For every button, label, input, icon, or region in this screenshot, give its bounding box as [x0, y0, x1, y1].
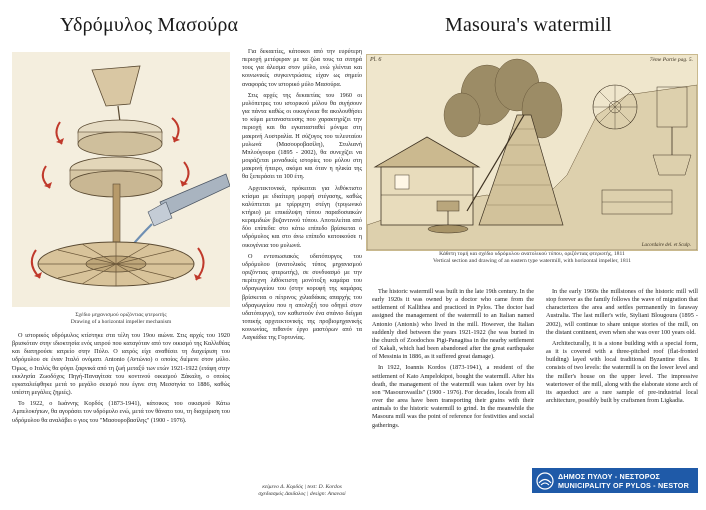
- municipality-name: [558, 472, 689, 490]
- title-english: Masoura's watermill: [445, 14, 612, 36]
- greek-text-column-2: [242, 48, 362, 345]
- english-text-column-2: [546, 288, 698, 408]
- paragraph: Architecturally, it is a stone building with a special form, as it is covered with a three-pitched roof (flat-fronted building) layed with local traditional Byzantine tiles. It consists of two levels: the watermill is on the lower level and the miller's house on the upper level. The impressive watertower of the mill, along with the elaborate stone arch of its aqueduct are a rare sample of pre-industrial local architecture, possibly built by craftsmen from Ligkadia.: [546, 339, 698, 405]
- municipality-emblem-icon: [532, 468, 558, 493]
- right-caption-english: Vertical section and drawing of an eastern type watermill, with horizontal impeller, 1811: [432, 258, 632, 264]
- left-figure-caption: [12, 312, 230, 326]
- left-caption-english: Drawing of a horizontal impeller mechanism: [70, 319, 172, 325]
- municipality-logo: [532, 468, 698, 493]
- watermill-section-engraving: [366, 54, 698, 251]
- impeller-mechanism-drawing: [12, 52, 230, 307]
- right-caption-greek: Κάθετη τομή και σχέδιο υδρόμυλου ανατολικού τύπου, οριζόντιας φτερωτής, 1811: [439, 251, 625, 257]
- engraving-svg: [367, 55, 697, 250]
- left-caption-greek: Σχέδιο μηχανισμού οριζόντιας φτερωτής: [75, 312, 167, 318]
- paragraph: In the early 1960s the millstones of the historic mill will stop forever as the family follows the wave of migration that characterizes the area and settles permanently in faraway Australia. The last miller's wife, Styliani Blougoura (1895 - 2002), will continue to share unique stories of the mill, on the distant continent, even when she was over 100 years old.: [546, 288, 698, 336]
- credit-text: κείμενο Δ. Κορδός | text: D. Kordos: [262, 484, 342, 490]
- municipality-name-greek: ΔΗΜΟΣ ΠΥΛΟΥ - ΝΕΣΤΟΡΟΣ: [558, 471, 660, 481]
- plate-corner-note: 7ème Partie pag. 5.: [649, 57, 693, 63]
- paragraph: Ο εντυπωσιακός υδατόπυργος του υδρόμυλου (ανατολικός τύπος μηχανισμού οριζόντιας φτερωτής), σε συνδυασμό με την περίτεχνη λιθόκτιστη μονότοξη καμάρα του υδραγωγείου του (στην κορυφή της καμάρας βρίσκεται ο πέτρινος χιλιαδάκας απαρχής του υδραγωγείου που η αποληξή του οδηγεί στον υδατόπυργο), τον καθιστούν ένα σπάνιο δείγμα τοπικής αρχιτεκτονικής της προβιομηχανικής κοινωνίας, πιθανόν έργο μαστόρων από τα Λαγκάδια της Γορτυνίας.: [242, 252, 362, 342]
- paragraph: Αρχιτεκτονικά, πρόκειται για λιθόκτιστο κτίσμα με ιδιαίτερη μορφή στέγασης, καθώς καλύπτεται με τρίρριχτη στέγη (τριγωνικό κτήριο) με επικάλυψη τύπου παραδοσιακών κεραμιδιών βυζαντινού τύπου. Αποτελείται από δύο επίπεδα: στο κάτω επίπεδο βρίσκεται ο υδρόμυλος και στο άνω επίπεδο κατοικούσε η οικογένεια του μυλωνά.: [242, 184, 362, 249]
- paragraph: The historic watermill was built in the late 19th century. In the early 1920s it was owned by a doctor who came from the settlement of Kallithea and practiced in Pylos. The doctor had assigned the management of the watermill to an Italian named Antonio (Antonis) who lived in the mill. However, the Italian suddenly died between the years 1921-1922 (he was buried in the church of Zoodochos Pigi-Panagitsa in the nearby settlement of Xakali, which had been abandoned after the great earthquake of Messinia in 1886, as it suffered great damage).: [372, 288, 534, 361]
- municipality-name-english: MUNICIPALITY OF PYLOS - NESTOR: [558, 480, 689, 490]
- engraver-signature: Lacordaire del. et Sculp.: [641, 243, 691, 248]
- paragraph: Για δεκαετίες, κάτοικοι από την ευρύτερη περιοχή μετέφεραν με τα ζώα τους τα σιτηρά τους για άλεσμα στον μύλο, ενώ γλέντια και κοινωνικές συγκεντρώσεις είχαν ως σημείο αναφοράς τον ιστορικό μύλο Μασούρα.: [242, 48, 362, 88]
- english-text-column-1: [372, 288, 534, 433]
- impeller-drawing-svg: [12, 52, 230, 307]
- plate-label: Pl. 6: [370, 57, 382, 63]
- paragraph: Το 1922, ο Ιωάννης Κορδός (1873-1941), κάτοικος του οικισμού Κάτω Αμπελοκήπων, θα αγοράσει τον υδρόμυλο ενώ, μετά τον θάνατο του, τη διαχείριση του υδρόμυλου θα αναλάβει ο γιος του "Μασουροβασίλης" (1900 - 1976).: [12, 400, 230, 424]
- credits: [242, 484, 362, 498]
- greek-text-column-1: [12, 332, 230, 428]
- paragraph: Στις αρχές της δεκαετίας του 1960 οι μυλόπετρες του ιστορικού μύλου θα σιγήσουν για πάντα καθώς οι οικογένεια θα ακολουθήσει το κύμα μεταναστευσης που χαρακτηρίζει την περιοχή και θα εγκατασταθεί μόνιμα στη μακρινή Αυστραλία. Η σύζυγος του τελευταίου μυλωνά (Μασουροβασίλη), Στυλιανή Μπλούγουρα (1895 - 2002), θα συνεχίζει να μοιράζεται μοναδικές ιστορίες του μύλου στη μακρινή ήπειρο, ακόμα και όταν η ηλικία της θα ξεπεράσει τα 100 έτη.: [242, 91, 362, 181]
- title-greek: Υδρόμυλος Μασούρα: [60, 14, 239, 36]
- credit-design: σχεδιασμός Δαιδαλος | design: Anavasi: [258, 491, 346, 497]
- right-figure-caption: [372, 251, 692, 265]
- paragraph: Ο ιστορικός υδρόμυλος κτίστηκε στα τέλη του 19ου αιώνα. Στις αρχές του 1920 βρισκόταν στην ιδιοκτησία ενός ιατρού που καταγόταν από τον οικισμό της Καλλιθέας και διατηρούσε ιατρείο στην Πύλο. Ο ιατρός είχε αναθέσει τη διαχείριση του υδρόμυλου σε έναν Ιταλό ονόματι Antonio (Αντώνιο) ο οποίος διέμενε στον μύλο. Όμως, ο Ιταλός θα φύγει ξαφνικά από τη ζωή μεταξύ των ετών 1921-1922 (ετάφη στην εκκλησία Ζωοδόχος Πηγή-Παναγίτσα του κοντινού οικισμού Ξάκαλη, ο οποίος εγκαταλείφθηκε μετά το μεγάλο σεισμό που έγινε στη Μεσσηνία το 1886, καθώς υπέστη μεγάλες ζημιές).: [12, 332, 230, 397]
- paragraph: In 1922, Ioannis Kordos (1873-1941), a resident of the settlement of Kato Ampelokipoi, bought the watermill. After his death, the management of the watermill was taken over by his son "Masourovasilis" (1900 - 1976). For decades, locals from all over the area have been transporting their grains with their animals to the historic watermill to grind. In the meanwhile the Masoura mill was the point of reference for festivities and social gatherings.: [372, 364, 534, 429]
